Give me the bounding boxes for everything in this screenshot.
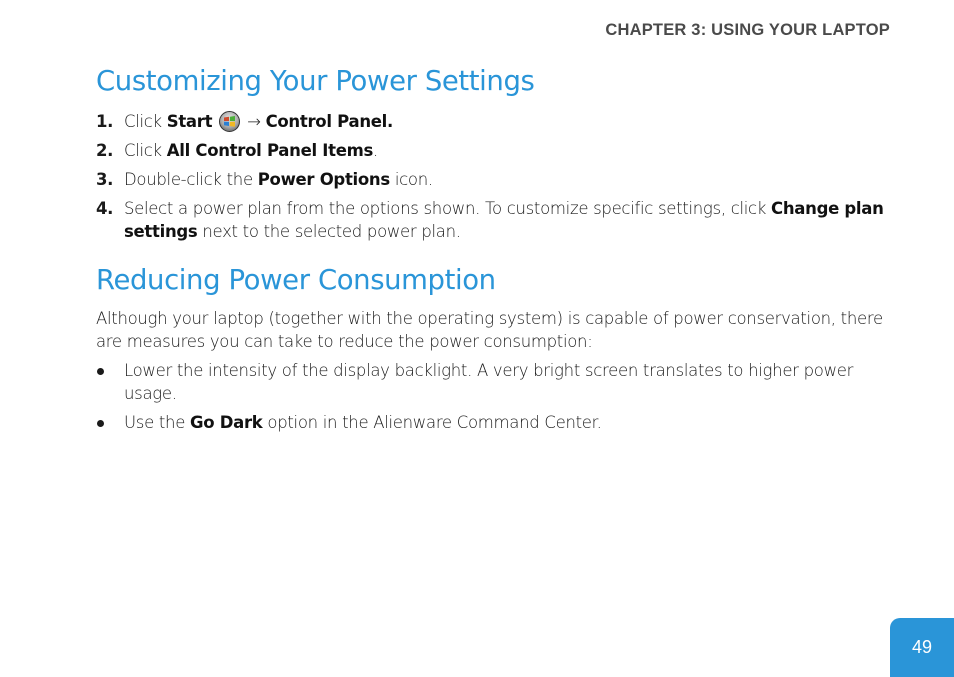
step-number: 3. [96, 170, 114, 189]
bullet-item [96, 411, 896, 434]
step-text: Click [124, 141, 167, 160]
go-dark-label: Go Dark [190, 413, 263, 432]
arrow-glyph: → [242, 112, 266, 131]
windows-logo-icon [223, 115, 236, 128]
step-text: Double-click the [124, 170, 258, 189]
step-text-suffix: next to the selected power plan. [197, 222, 461, 241]
bullet-list [96, 359, 896, 434]
step-text: Click [124, 112, 167, 131]
page-number-tab [890, 618, 954, 677]
step-text-suffix: icon. [389, 170, 433, 189]
bullet-text: Use the [124, 413, 190, 432]
step-number: 1. [96, 112, 114, 131]
chapter-header: CHAPTER 3: USING YOUR LAPTOP [605, 21, 890, 39]
step-item [96, 139, 896, 162]
step-number: 4. [96, 199, 114, 218]
intro-paragraph: Although your laptop (together with the operating system) is capable of power conservation, there are measures you can take to reduce the power consumption: [96, 309, 883, 351]
bullet-text: Lower the intensity of the display backlight. A very bright screen translates to higher power usage. [124, 361, 854, 403]
section-title-reducing-power: Reducing Power Consumption [96, 264, 496, 296]
step-number: 2. [96, 141, 114, 160]
page-content [96, 62, 896, 440]
step-item [96, 168, 896, 191]
power-options-label: Power Options [257, 170, 390, 189]
step-text: Select a power plan from the options shown. To customize specific settings, click [124, 199, 772, 218]
step-item [96, 197, 896, 243]
change-plan-settings-label: Change plan settings [124, 199, 884, 241]
control-panel-label: Control Panel. [265, 112, 393, 131]
section-title-power-settings: Customizing Your Power Settings [96, 65, 535, 97]
bullet-text-suffix: option in the Alienware Command Center. [262, 413, 602, 432]
step-item [96, 110, 896, 133]
windows-start-orb-icon [219, 111, 240, 132]
steps-list [96, 110, 896, 243]
all-control-panel-items-label: All Control Panel Items [166, 141, 373, 160]
section-reducing-power [96, 261, 896, 434]
bullet-dot-icon [97, 368, 104, 375]
start-label: Start [166, 112, 213, 131]
page-number: 49 [911, 637, 933, 657]
step-text-suffix: . [373, 141, 378, 160]
bullet-dot-icon [97, 420, 104, 427]
bullet-item [96, 359, 896, 405]
